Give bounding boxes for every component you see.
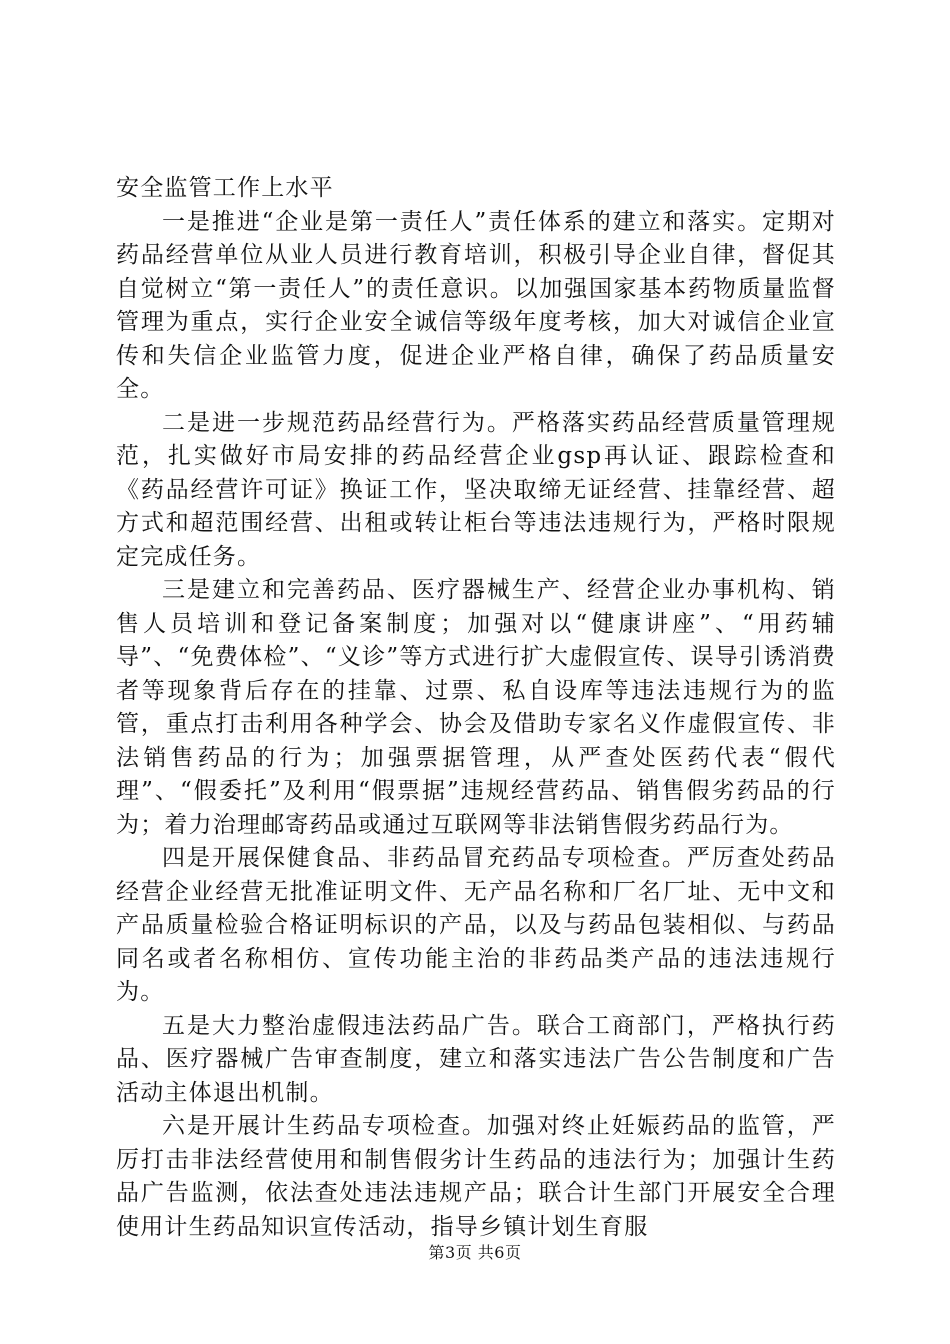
paragraph-4: 四是开展保健食品、非药品冒充药品专项检查。严厉查处药品经营企业经营无批准证明文件、无产品名称和厂名厂址、无中文和产品质量检验合格证明标识的产品，以及与药品包装相似、与药品同名或者名称相仿、宣传功能主治的非药品类产品的违法违规行为。 <box>116 845 836 1005</box>
paragraph-6: 六是开展计生药品专项检查。加强对终止妊娠药品的监管，严厉打击非法经营使用和制售假劣计生药品的违法行为；加强计生药品广告监测，依法查处违法违规产品；联合计生部门开展安全合理使用计生药品知识宣传活动，指导乡镇计划生育服 <box>116 1113 836 1240</box>
paragraph-3: 三是建立和完善药品、医疗器械生产、经营企业办事机构、销售人员培训和登记备案制度；加强对以“健康讲座”、“用药辅导”、“免费体检”、“义诊”等方式进行扩大虚假宣传、误导引诱消费者等现象背后存在的挂靠、过票、私自设库等违法违规行为的监管，重点打击利用各种学会、协会及借助专家名义作虚假宣传、非法销售药品的行为；加强票据管理，从严查处医药代表“假代理”、“假委托”及利用“假票据”违规经营药品、销售假劣药品的行为；着力治理邮寄药品或通过互联网等非法销售假劣药品行为。 <box>116 577 836 838</box>
document-body <box>116 172 836 1244</box>
paragraph-2: 二是进一步规范药品经营行为。严格落实药品经营质量管理规范，扎实做好市局安排的药品经营企业gsp再认证、跟踪检查和《药品经营许可证》换证工作，坚决取缔无证经营、挂靠经营、超方式和超范围经营、出租或转让柜台等违法违规行为，严格时限规定完成任务。 <box>116 409 836 570</box>
page-number-footer: 第3页 共6页 <box>428 1243 522 1262</box>
paragraph-1: 一是推进“企业是第一责任人”责任体系的建立和落实。定期对药品经营单位从业人员进行教育培训，积极引导企业自律，督促其自觉树立“第一责任人”的责任意识。以加强国家基本药物质量监督管理为重点，实行企业安全诚信等级年度考核，加大对诚信企业宣传和失信企业监管力度，促进企业严格自律，确保了药品质量安全。 <box>116 208 836 402</box>
paragraph-5: 五是大力整治虚假违法药品广告。联合工商部门，严格执行药品、医疗器械广告审查制度，建立和落实违法广告公告制度和广告活动主体退出机制。 <box>116 1012 836 1106</box>
heading-line: 安全监管工作上水平 <box>116 175 334 201</box>
